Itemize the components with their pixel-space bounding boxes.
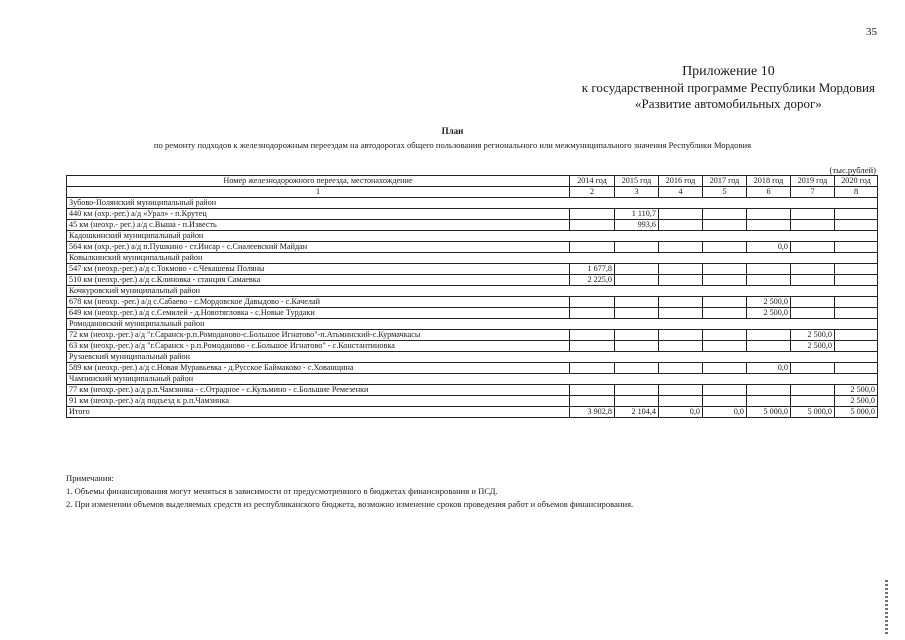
crossing-name: 63 км (неохр.-рег.) а/д "г.Саранск - р.п.Ромоданово - с.Большое Игнатово" - с.Константиновка bbox=[67, 341, 570, 352]
crossing-name: 678 км (неохр. -рег.) а/д с.Сабаево - с.Мордовское Давыдово - с.Качелай bbox=[67, 297, 570, 308]
value-cell: 2 104,4 bbox=[615, 407, 659, 418]
value-cell bbox=[835, 209, 878, 220]
value-cell bbox=[659, 396, 703, 407]
units-label: (тыс.рублей) bbox=[829, 165, 876, 175]
table-row bbox=[67, 407, 878, 418]
table-row bbox=[67, 242, 878, 253]
district-name: Зубово-Полянский муниципальный район bbox=[67, 198, 878, 209]
district-name: Кочкуровский муниципальный район bbox=[67, 286, 878, 297]
header-cell: 2017 год bbox=[703, 176, 747, 187]
crossing-name: 45 км (неохр.- рег.) а/д с.Выша - п.Известь bbox=[67, 220, 570, 231]
value-cell bbox=[791, 275, 835, 286]
table-row bbox=[67, 396, 878, 407]
value-cell bbox=[703, 330, 747, 341]
value-cell bbox=[570, 396, 615, 407]
crossing-name: 649 км (неохр.-рег.) а/д с.Семилей - д.Новотягловка - с.Новые Турдаки bbox=[67, 308, 570, 319]
value-cell bbox=[703, 341, 747, 352]
column-number-cell: 4 bbox=[659, 187, 703, 198]
value-cell: 0,0 bbox=[747, 363, 791, 374]
value-cell bbox=[570, 330, 615, 341]
value-cell: 0,0 bbox=[747, 242, 791, 253]
value-cell bbox=[703, 297, 747, 308]
value-cell bbox=[835, 220, 878, 231]
header-cell: Номер железнодорожного переезда, местонахождение bbox=[67, 176, 570, 187]
value-cell bbox=[703, 396, 747, 407]
appendix-line-2: «Развитие автомобильных дорог» bbox=[634, 96, 822, 111]
value-cell bbox=[747, 396, 791, 407]
value-cell bbox=[835, 264, 878, 275]
plan-title: План bbox=[441, 126, 464, 136]
value-cell bbox=[747, 209, 791, 220]
value-cell bbox=[703, 385, 747, 396]
column-number-cell: 7 bbox=[791, 187, 835, 198]
district-name: Рузаевский муниципальный район bbox=[67, 352, 878, 363]
header-cell: 2020 год bbox=[835, 176, 878, 187]
margin-scan-mark bbox=[885, 580, 888, 636]
table-row bbox=[67, 209, 878, 220]
value-cell bbox=[615, 396, 659, 407]
financing-table bbox=[66, 175, 878, 418]
district-row bbox=[67, 352, 878, 363]
district-row bbox=[67, 319, 878, 330]
table-row bbox=[67, 308, 878, 319]
value-cell bbox=[747, 385, 791, 396]
note-item: 1. Объемы финансирования могут меняться в зависимости от предусмотренного в бюджетах финансирования и ПСД. bbox=[66, 486, 498, 496]
header-cell: 2015 год bbox=[615, 176, 659, 187]
header-cell: 2016 год bbox=[659, 176, 703, 187]
district-name: Ковылкинский муниципальный район bbox=[67, 253, 878, 264]
value-cell bbox=[659, 264, 703, 275]
value-cell bbox=[791, 242, 835, 253]
value-cell bbox=[703, 308, 747, 319]
value-cell: 2 500,0 bbox=[791, 330, 835, 341]
header-cell: 2018 год bbox=[747, 176, 791, 187]
value-cell bbox=[835, 308, 878, 319]
value-cell bbox=[835, 275, 878, 286]
value-cell bbox=[835, 341, 878, 352]
column-number-cell: 5 bbox=[703, 187, 747, 198]
crossing-name: Итого bbox=[67, 407, 570, 418]
crossing-name: 72 км (неохр.-рег.) а/д "г.Саранск-р.п.Ромоданово-с.Большое Игнатово"-п.Атьминский-с.Курмачкасы bbox=[67, 330, 570, 341]
value-cell: 3 902,8 bbox=[570, 407, 615, 418]
value-cell bbox=[659, 220, 703, 231]
value-cell: 2 500,0 bbox=[747, 308, 791, 319]
appendix-line-1: к государственной программе Республики Мордовия bbox=[581, 80, 875, 95]
value-cell: 5 000,0 bbox=[835, 407, 878, 418]
crossing-name: 589 км (неохр.-рег.) а/д с.Новая Муравьевка - д.Русское Баймаково - с.Хованщина bbox=[67, 363, 570, 374]
crossing-name: 510 км (неохр.-рег.) а/д с.Клиновка - станция Самаевка bbox=[67, 275, 570, 286]
value-cell bbox=[615, 363, 659, 374]
value-cell bbox=[791, 385, 835, 396]
crossing-name: 440 км (охр.-рег.) а/д «Урал» - п.Крутец bbox=[67, 209, 570, 220]
value-cell bbox=[659, 308, 703, 319]
value-cell bbox=[570, 363, 615, 374]
value-cell bbox=[659, 363, 703, 374]
district-name: Чамзинский муниципальный район bbox=[67, 374, 878, 385]
value-cell bbox=[703, 242, 747, 253]
value-cell bbox=[659, 385, 703, 396]
table-row bbox=[67, 385, 878, 396]
value-cell bbox=[570, 385, 615, 396]
value-cell bbox=[791, 209, 835, 220]
value-cell: 5 000,0 bbox=[747, 407, 791, 418]
value-cell bbox=[570, 341, 615, 352]
district-name: Кадошкинский муниципальный район bbox=[67, 231, 878, 242]
crossing-name: 77 км (неохр.-рег.) а/д р.п.Чамзинка - с.Отрадное - с.Кульмино - с.Большие Ремезенки bbox=[67, 385, 570, 396]
value-cell bbox=[615, 385, 659, 396]
value-cell: 2 500,0 bbox=[835, 396, 878, 407]
table-row bbox=[67, 330, 878, 341]
appendix-block bbox=[582, 64, 875, 112]
column-number-cell: 2 bbox=[570, 187, 615, 198]
value-cell bbox=[835, 297, 878, 308]
value-cell: 1 677,8 bbox=[570, 264, 615, 275]
value-cell bbox=[703, 209, 747, 220]
crossing-name: 547 км (неохр.-рег.) а/д с.Токмово - с.Чекашевы Поляны bbox=[67, 264, 570, 275]
value-cell bbox=[835, 330, 878, 341]
value-cell bbox=[791, 363, 835, 374]
value-cell bbox=[835, 363, 878, 374]
value-cell bbox=[791, 297, 835, 308]
district-row bbox=[67, 253, 878, 264]
value-cell bbox=[747, 264, 791, 275]
value-cell bbox=[615, 330, 659, 341]
crossing-name: 91 км (неохр.-рег.) а/д подъезд к р.п.Чамзинка bbox=[67, 396, 570, 407]
value-cell bbox=[791, 308, 835, 319]
column-number-cell: 3 bbox=[615, 187, 659, 198]
value-cell bbox=[791, 264, 835, 275]
table-body bbox=[67, 176, 878, 418]
value-cell bbox=[570, 308, 615, 319]
table-row bbox=[67, 264, 878, 275]
value-cell bbox=[791, 220, 835, 231]
value-cell bbox=[703, 264, 747, 275]
crossing-name: 564 км (охр.-рег.) а/д п.Пушкино - ст.Инсар - с.Сиалеевский Майдан bbox=[67, 242, 570, 253]
district-row bbox=[67, 286, 878, 297]
value-cell: 0,0 bbox=[659, 407, 703, 418]
table-row bbox=[67, 297, 878, 308]
notes-title: Примечания: bbox=[66, 473, 114, 483]
value-cell: 2 500,0 bbox=[747, 297, 791, 308]
district-row bbox=[67, 198, 878, 209]
value-cell: 2 500,0 bbox=[835, 385, 878, 396]
appendix-title: Приложение 10 bbox=[682, 64, 775, 79]
value-cell bbox=[747, 341, 791, 352]
header-cell: 2019 год bbox=[791, 176, 835, 187]
value-cell bbox=[570, 209, 615, 220]
value-cell: 1 110,7 bbox=[615, 209, 659, 220]
district-row bbox=[67, 374, 878, 385]
value-cell bbox=[615, 264, 659, 275]
value-cell: 0,0 bbox=[703, 407, 747, 418]
value-cell bbox=[615, 275, 659, 286]
table-row bbox=[67, 275, 878, 286]
value-cell bbox=[703, 363, 747, 374]
plan-subtitle: по ремонту подходов к железнодорожным переездам на автодорогах общего пользования регионального или межмуниципального значения Республики Мордовия bbox=[153, 140, 752, 150]
table-row bbox=[67, 220, 878, 231]
header-row bbox=[67, 176, 878, 187]
value-cell bbox=[747, 275, 791, 286]
page-number: 35 bbox=[866, 26, 877, 38]
value-cell bbox=[570, 220, 615, 231]
column-number-row bbox=[67, 187, 878, 198]
column-number-cell: 8 bbox=[835, 187, 878, 198]
value-cell bbox=[615, 297, 659, 308]
value-cell bbox=[659, 209, 703, 220]
value-cell bbox=[659, 341, 703, 352]
column-number-cell: 6 bbox=[747, 187, 791, 198]
value-cell bbox=[570, 242, 615, 253]
value-cell bbox=[659, 297, 703, 308]
value-cell bbox=[835, 242, 878, 253]
value-cell bbox=[659, 275, 703, 286]
value-cell bbox=[659, 330, 703, 341]
value-cell bbox=[703, 220, 747, 231]
value-cell: 5 000,0 bbox=[791, 407, 835, 418]
value-cell bbox=[570, 297, 615, 308]
notes-block bbox=[66, 472, 633, 511]
column-number-cell: 1 bbox=[67, 187, 570, 198]
value-cell: 2 500,0 bbox=[791, 341, 835, 352]
header-cell: 2014 год bbox=[570, 176, 615, 187]
value-cell bbox=[615, 341, 659, 352]
district-row bbox=[67, 231, 878, 242]
table-row bbox=[67, 363, 878, 374]
value-cell bbox=[615, 242, 659, 253]
value-cell bbox=[615, 308, 659, 319]
value-cell bbox=[747, 220, 791, 231]
value-cell: 2 225,0 bbox=[570, 275, 615, 286]
value-cell bbox=[703, 275, 747, 286]
table-row bbox=[67, 341, 878, 352]
value-cell: 993,6 bbox=[615, 220, 659, 231]
district-name: Ромодановский муниципальный район bbox=[67, 319, 878, 330]
value-cell bbox=[791, 396, 835, 407]
note-item: 2. При изменении объемов выделяемых средств из республиканского бюджета, возможно изменение сроков проведения работ и объемов финансирования. bbox=[66, 499, 634, 509]
value-cell bbox=[659, 242, 703, 253]
value-cell bbox=[747, 330, 791, 341]
